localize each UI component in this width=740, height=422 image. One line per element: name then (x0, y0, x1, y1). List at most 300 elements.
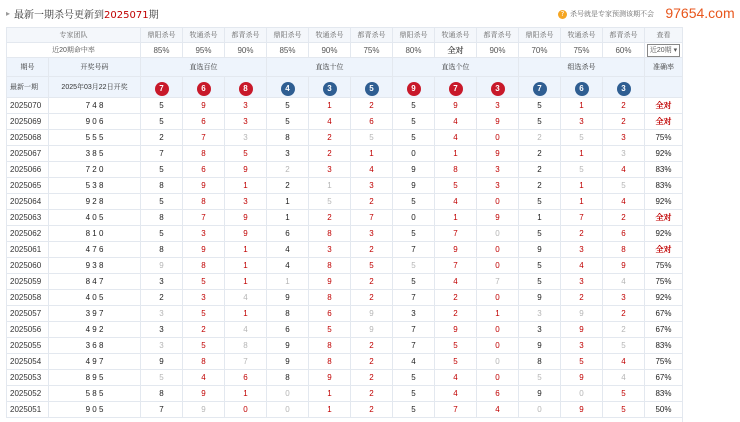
kill-number-cell: 5 (519, 98, 561, 114)
kill-number-cell: 5 (519, 194, 561, 210)
table-row (7, 370, 683, 386)
kill-number-cell: 4 (267, 242, 309, 258)
kill-number-cell: 9 (435, 98, 477, 114)
kill-number-cell: 0 (267, 386, 309, 402)
expert-name: 鼎阳杀号 (141, 28, 183, 43)
kill-number-cell: 8 (309, 226, 351, 242)
expert-row (7, 28, 683, 43)
kill-number-cell: 4 (435, 274, 477, 290)
col-hundreds: 直选百位 (141, 58, 267, 77)
kill-number-cell: 5 (603, 178, 645, 194)
kill-number-cell: 9 (183, 402, 225, 418)
draw-number-cell: 5 3 8 (49, 178, 141, 194)
kill-number-cell: 7 (351, 210, 393, 226)
period-cell: 2025063 (7, 210, 49, 226)
kill-number-cell: 2 (603, 210, 645, 226)
kill-number-cell: 3 (393, 306, 435, 322)
site-watermark: 97654.com (660, 0, 740, 26)
right-border (682, 27, 683, 422)
kill-number-cell: 8 (309, 290, 351, 306)
accuracy-cell: 75% (645, 130, 683, 146)
kill-number-cell: 1 (267, 274, 309, 290)
period-cell: 2025053 (7, 370, 49, 386)
kill-number-cell: 2 (603, 322, 645, 338)
expert-name: 都青杀号 (603, 28, 645, 43)
kill-number-cell: 7 (561, 210, 603, 226)
kill-number-cell: 5 (141, 194, 183, 210)
kill-number-cell: 7 (435, 402, 477, 418)
kill-number-cell: 2 (351, 338, 393, 354)
table-row (7, 210, 683, 226)
kill-number-cell: 9 (267, 338, 309, 354)
kill-number-cell: 2 (435, 290, 477, 306)
kill-number-cell: 9 (477, 210, 519, 226)
kill-number-cell: 0 (519, 402, 561, 418)
kill-number-cell: 9 (519, 338, 561, 354)
draw-number-cell: 5 8 5 (49, 386, 141, 402)
draw-number-cell: 4 0 5 (49, 210, 141, 226)
draw-number-cell: 4 7 6 (49, 242, 141, 258)
kill-number-cell: 6 (183, 162, 225, 178)
draw-number-cell: 4 0 5 (49, 290, 141, 306)
kill-number-cell: 3 (561, 242, 603, 258)
kill-number-cell: 2 (519, 178, 561, 194)
hit-rate-row (7, 43, 683, 58)
kill-number-cell: 6 (267, 226, 309, 242)
kill-number-cell: 2 (141, 290, 183, 306)
kill-number-cell: 9 (183, 242, 225, 258)
kill-number-cell: 1 (561, 178, 603, 194)
period-cell: 2025058 (7, 290, 49, 306)
accuracy-cell: 67% (645, 322, 683, 338)
expert-name: 鼎阳杀号 (393, 28, 435, 43)
kill-number-cell: 3 (141, 338, 183, 354)
kill-number-cell: 0 (393, 146, 435, 162)
period-cell: 2025059 (7, 274, 49, 290)
kill-number-cell: 8 (267, 306, 309, 322)
kill-number-cell: 9 (225, 226, 267, 242)
prediction-ball: 7 (533, 82, 547, 96)
kill-number-table (6, 27, 683, 418)
hit-rate: 90% (309, 43, 351, 58)
kill-number-cell: 9 (477, 114, 519, 130)
kill-number-cell: 5 (183, 274, 225, 290)
top-bar (0, 0, 740, 26)
kill-number-cell: 9 (183, 98, 225, 114)
kill-number-cell: 8 (603, 242, 645, 258)
table-row (7, 162, 683, 178)
prediction-ball: 7 (155, 82, 169, 96)
kill-number-cell: 3 (603, 146, 645, 162)
period-cell: 2025069 (7, 114, 49, 130)
kill-number-cell: 7 (225, 354, 267, 370)
kill-number-cell: 1 (225, 242, 267, 258)
kill-number-cell: 3 (477, 162, 519, 178)
view-label: 查看 (645, 28, 683, 43)
expert-name: 鼎阳杀号 (267, 28, 309, 43)
kill-number-cell: 5 (393, 386, 435, 402)
kill-number-cell: 2 (351, 98, 393, 114)
kill-number-cell: 1 (267, 210, 309, 226)
draw-number-cell: 8 4 7 (49, 274, 141, 290)
draw-number-cell: 3 6 8 (49, 338, 141, 354)
prediction-ball: 3 (491, 82, 505, 96)
kill-number-cell: 2 (183, 322, 225, 338)
table-row (7, 226, 683, 242)
kill-number-cell: 7 (141, 146, 183, 162)
period-cell: 2025065 (7, 178, 49, 194)
kill-number-cell: 2 (603, 98, 645, 114)
kill-number-cell: 9 (561, 370, 603, 386)
kill-number-cell: 2 (141, 130, 183, 146)
expert-name: 牧通杀号 (561, 28, 603, 43)
kill-number-cell: 9 (183, 178, 225, 194)
kill-number-cell: 5 (393, 226, 435, 242)
kill-number-cell: 9 (519, 386, 561, 402)
kill-number-cell: 6 (183, 114, 225, 130)
col-units: 直选个位 (393, 58, 519, 77)
latest-ball-cell (351, 77, 393, 98)
kill-number-cell: 5 (393, 114, 435, 130)
table-row (7, 290, 683, 306)
expert-name: 牧通杀号 (435, 28, 477, 43)
table-row (7, 178, 683, 194)
kill-number-cell: 5 (603, 386, 645, 402)
kill-number-cell: 6 (225, 370, 267, 386)
kill-number-cell: 4 (603, 194, 645, 210)
kill-number-cell: 3 (351, 178, 393, 194)
kill-number-cell: 2 (351, 290, 393, 306)
kill-number-cell: 6 (603, 226, 645, 242)
table-row (7, 130, 683, 146)
kill-number-cell: 0 (477, 322, 519, 338)
kill-number-cell: 7 (393, 322, 435, 338)
draw-number-cell: 7 4 8 (49, 98, 141, 114)
kill-number-cell: 8 (309, 354, 351, 370)
accuracy-cell: 92% (645, 226, 683, 242)
kill-number-cell: 3 (561, 338, 603, 354)
kill-number-cell: 8 (141, 210, 183, 226)
kill-number-cell: 3 (225, 130, 267, 146)
kill-number-cell: 5 (141, 114, 183, 130)
kill-number-cell: 8 (309, 258, 351, 274)
kill-number-cell: 2 (351, 194, 393, 210)
bullet-icon: ▸ (6, 8, 11, 18)
col-period: 期号 (7, 58, 49, 77)
kill-number-cell: 6 (477, 386, 519, 402)
accuracy-cell: 83% (645, 386, 683, 402)
accuracy-cell: 全对 (645, 98, 683, 114)
period-cell: 2025067 (7, 146, 49, 162)
period-cell: 2025070 (7, 98, 49, 114)
period-cell: 2025056 (7, 322, 49, 338)
kill-number-cell: 2 (561, 290, 603, 306)
info-icon: ? (558, 10, 567, 19)
kill-number-cell: 5 (561, 130, 603, 146)
kill-number-cell: 5 (141, 370, 183, 386)
kill-number-cell: 1 (309, 402, 351, 418)
kill-number-cell: 9 (267, 354, 309, 370)
kill-number-cell: 9 (561, 306, 603, 322)
table-row (7, 258, 683, 274)
latest-draw-date: 2025年03月22日开奖 (49, 77, 141, 98)
kill-number-cell: 9 (603, 258, 645, 274)
kill-number-cell: 3 (309, 242, 351, 258)
kill-number-cell: 5 (393, 402, 435, 418)
table-row (7, 322, 683, 338)
kill-number-cell: 3 (141, 322, 183, 338)
table-row (7, 98, 683, 114)
kill-number-cell: 5 (141, 98, 183, 114)
kill-number-cell: 2 (603, 114, 645, 130)
expert-name: 都青杀号 (225, 28, 267, 43)
kill-number-cell: 5 (603, 338, 645, 354)
latest-ball-cell (267, 77, 309, 98)
kill-number-cell: 5 (267, 114, 309, 130)
kill-number-cell: 8 (309, 338, 351, 354)
kill-number-cell: 9 (309, 370, 351, 386)
kill-number-cell: 3 (267, 146, 309, 162)
kill-number-cell: 2 (519, 162, 561, 178)
draw-number-cell: 3 8 5 (49, 146, 141, 162)
kill-number-cell: 2 (267, 178, 309, 194)
kill-number-cell: 4 (225, 290, 267, 306)
expert-name: 都青杀号 (351, 28, 393, 43)
kill-number-cell: 9 (309, 274, 351, 290)
kill-number-cell: 9 (267, 290, 309, 306)
kill-number-cell: 3 (309, 162, 351, 178)
kill-number-cell: 0 (477, 130, 519, 146)
accuracy-cell: 75% (645, 274, 683, 290)
kill-number-cell: 9 (393, 178, 435, 194)
period-cell: 2025068 (7, 130, 49, 146)
kill-number-cell: 2 (351, 242, 393, 258)
kill-number-cell: 7 (183, 210, 225, 226)
kill-number-cell: 8 (267, 370, 309, 386)
kill-number-cell: 2 (603, 306, 645, 322)
kill-number-cell: 7 (393, 242, 435, 258)
draw-number-cell: 5 5 5 (49, 130, 141, 146)
title-prefix: 最新一期杀号更新到 (14, 9, 105, 21)
kill-number-cell: 0 (477, 290, 519, 306)
kill-number-cell: 1 (267, 194, 309, 210)
kill-number-cell: 8 (141, 386, 183, 402)
kill-number-cell: 3 (477, 98, 519, 114)
kill-number-cell: 8 (141, 178, 183, 194)
hit-rate: 90% (477, 43, 519, 58)
kill-number-cell: 1 (435, 146, 477, 162)
kill-number-cell: 1 (225, 274, 267, 290)
accuracy-cell: 67% (645, 306, 683, 322)
kill-number-cell: 5 (603, 402, 645, 418)
kill-number-cell: 9 (561, 402, 603, 418)
kill-number-cell: 1 (351, 146, 393, 162)
kill-number-cell: 9 (519, 242, 561, 258)
kill-number-cell: 5 (351, 130, 393, 146)
table-row (7, 386, 683, 402)
kill-number-cell: 8 (225, 338, 267, 354)
accuracy-cell: 全对 (645, 114, 683, 130)
accuracy-cell: 50% (645, 402, 683, 418)
kill-number-cell: 4 (435, 194, 477, 210)
hit-rate: 95% (183, 43, 225, 58)
table-row (7, 242, 683, 258)
kill-number-cell: 2 (561, 226, 603, 242)
kill-number-cell: 4 (435, 130, 477, 146)
kill-number-cell: 5 (267, 98, 309, 114)
kill-number-cell: 5 (393, 274, 435, 290)
expert-name: 都青杀号 (477, 28, 519, 43)
expert-name: 鼎阳杀号 (519, 28, 561, 43)
prediction-ball: 5 (365, 82, 379, 96)
draw-number-cell: 4 9 7 (49, 354, 141, 370)
kill-number-cell: 3 (141, 306, 183, 322)
kill-number-cell: 3 (561, 114, 603, 130)
kill-number-cell: 1 (561, 98, 603, 114)
kill-number-cell: 1 (225, 258, 267, 274)
kill-number-cell: 2 (351, 386, 393, 402)
kill-number-cell: 2 (351, 370, 393, 386)
draw-number-cell: 9 3 8 (49, 258, 141, 274)
kill-number-cell: 0 (477, 258, 519, 274)
prediction-ball: 6 (575, 82, 589, 96)
kill-number-cell: 7 (141, 402, 183, 418)
kill-number-cell: 3 (351, 226, 393, 242)
prediction-ball: 8 (239, 82, 253, 96)
latest-accuracy-cell (645, 77, 683, 98)
hit-rate: 60% (603, 43, 645, 58)
kill-number-cell: 5 (183, 306, 225, 322)
kill-number-cell: 9 (435, 242, 477, 258)
expert-label: 专家团队 (7, 28, 141, 43)
kill-number-cell: 7 (435, 258, 477, 274)
range-select-value: 近20期 (649, 46, 672, 54)
accuracy-cell: 75% (645, 258, 683, 274)
col-draw: 开奖号码 (49, 58, 141, 77)
table-row (7, 194, 683, 210)
kill-number-cell: 2 (351, 354, 393, 370)
latest-ball-cell (435, 77, 477, 98)
accuracy-cell: 75% (645, 354, 683, 370)
table-row (7, 114, 683, 130)
kill-number-cell: 5 (561, 162, 603, 178)
draw-number-cell: 8 9 5 (49, 370, 141, 386)
kill-number-cell: 9 (225, 210, 267, 226)
kill-number-cell: 0 (267, 402, 309, 418)
kill-number-cell: 5 (309, 194, 351, 210)
tip-text: 杀号就是专家预测该期不会 (570, 10, 654, 18)
hit-rate: 70% (519, 43, 561, 58)
hit-rate: 85% (141, 43, 183, 58)
kill-number-cell: 0 (477, 354, 519, 370)
kill-number-cell: 3 (225, 98, 267, 114)
period-cell: 2025054 (7, 354, 49, 370)
kill-number-cell: 5 (435, 178, 477, 194)
prediction-ball: 3 (323, 82, 337, 96)
kill-number-cell: 3 (561, 274, 603, 290)
accuracy-cell: 92% (645, 194, 683, 210)
kill-number-cell: 4 (477, 402, 519, 418)
period-cell: 2025051 (7, 402, 49, 418)
period-cell: 2025052 (7, 386, 49, 402)
kill-number-cell: 5 (393, 370, 435, 386)
period-cell: 2025057 (7, 306, 49, 322)
table-row (7, 306, 683, 322)
kill-number-cell: 8 (183, 146, 225, 162)
kill-number-cell: 2 (309, 210, 351, 226)
chevron-down-icon: ▾ (673, 46, 678, 54)
kill-number-cell: 0 (225, 402, 267, 418)
kill-number-cell: 1 (309, 178, 351, 194)
kill-number-cell: 7 (477, 274, 519, 290)
col-group: 组选杀号 (519, 58, 645, 77)
kill-number-cell: 4 (603, 162, 645, 178)
kill-number-cell: 1 (561, 146, 603, 162)
kill-number-cell: 0 (477, 338, 519, 354)
latest-label: 最新一期 (7, 77, 49, 98)
kill-number-cell: 5 (225, 146, 267, 162)
prediction-ball: 4 (281, 82, 295, 96)
hit-rate-label: 近20期命中率 (7, 43, 141, 58)
hit-rate: 全对 (435, 43, 477, 58)
table-row (7, 354, 683, 370)
period-cell: 2025062 (7, 226, 49, 242)
hit-rate: 75% (561, 43, 603, 58)
expert-name: 牧通杀号 (309, 28, 351, 43)
kill-number-cell: 2 (309, 130, 351, 146)
kill-number-cell: 7 (393, 338, 435, 354)
kill-number-cell: 1 (477, 306, 519, 322)
kill-number-cell: 2 (435, 306, 477, 322)
kill-number-cell: 2 (309, 146, 351, 162)
kill-number-cell: 5 (519, 258, 561, 274)
kill-number-cell: 0 (477, 226, 519, 242)
title-suffix: 期 (148, 9, 159, 21)
accuracy-cell: 83% (645, 178, 683, 194)
period-cell: 2025055 (7, 338, 49, 354)
range-select-cell (645, 43, 683, 58)
kill-number-cell: 9 (183, 386, 225, 402)
period-cell: 2025060 (7, 258, 49, 274)
draw-number-cell: 9 0 6 (49, 114, 141, 130)
latest-ball-cell (603, 77, 645, 98)
kill-number-cell: 4 (603, 354, 645, 370)
kill-number-cell: 9 (141, 354, 183, 370)
kill-number-cell: 1 (519, 210, 561, 226)
kill-number-cell: 9 (351, 322, 393, 338)
kill-number-cell: 5 (435, 338, 477, 354)
kill-number-cell: 4 (225, 322, 267, 338)
kill-number-cell: 5 (351, 258, 393, 274)
kill-number-cell: 5 (519, 370, 561, 386)
latest-ball-cell (225, 77, 267, 98)
kill-number-cell: 4 (561, 258, 603, 274)
col-accuracy: 准确率 (645, 58, 683, 77)
hit-rate: 90% (225, 43, 267, 58)
prediction-ball: 6 (197, 82, 211, 96)
kill-number-cell: 3 (141, 274, 183, 290)
kill-number-cell: 8 (435, 162, 477, 178)
accuracy-cell: 83% (645, 162, 683, 178)
kill-number-cell: 5 (519, 114, 561, 130)
tip (558, 9, 654, 19)
kill-number-cell: 8 (267, 130, 309, 146)
range-select[interactable] (647, 44, 680, 57)
hit-rate: 75% (351, 43, 393, 58)
table-row (7, 402, 683, 418)
kill-number-cell: 2 (351, 402, 393, 418)
col-tens: 直选十位 (267, 58, 393, 77)
